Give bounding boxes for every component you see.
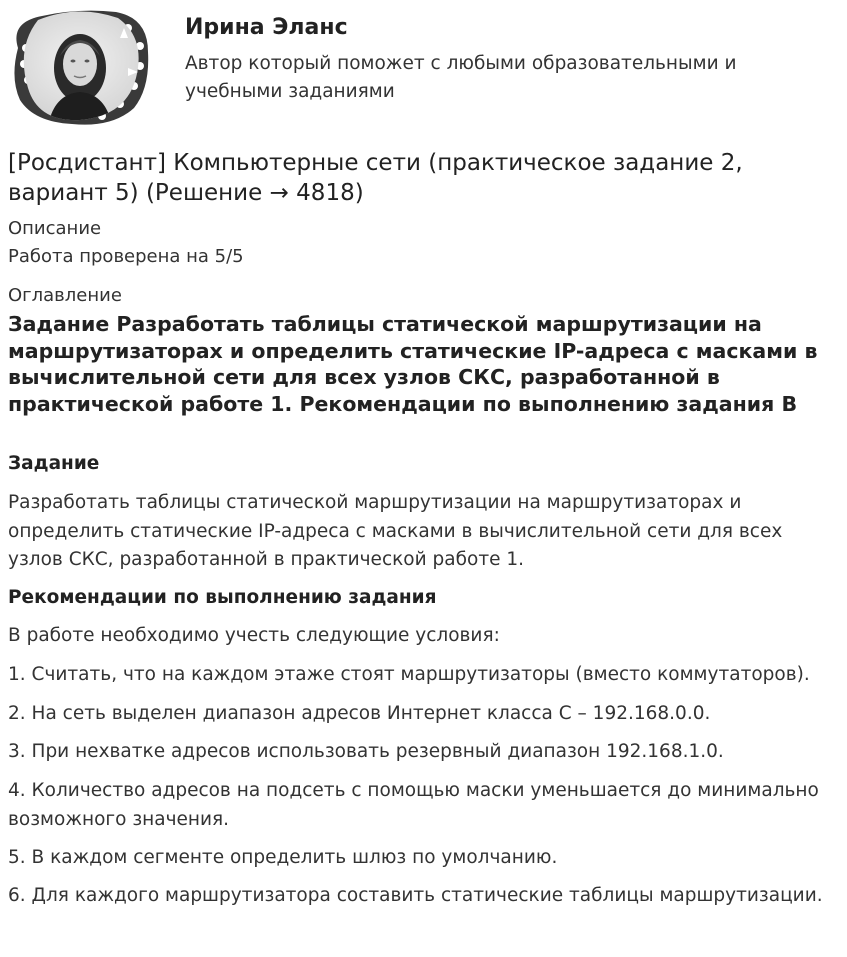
description-text: Работа проверена на 5/5	[8, 246, 244, 267]
author-avatar	[8, 8, 150, 126]
description-label: Описание	[8, 218, 102, 239]
recommendations-intro: В работе необходимо учесть следующие условия:	[8, 625, 500, 646]
task-heading: Задание	[8, 453, 100, 474]
toc-heading: Задание Разработать таблицы статической маршрутизации на маршрутизаторах и определить статические IP-адреса с масками в вычислительной сети для всех узлов СКС, разработанной в практической работе 1. Рекомендации по выполнению задания В	[8, 312, 818, 416]
list-item: 3. При нехватке адресов использовать резервный диапазон 192.168.1.0.	[8, 741, 724, 762]
recommendations-heading: Рекомендации по выполнению задания	[8, 587, 437, 608]
author-bio: Автор который поможет с любыми образовательными и учебными заданиями	[185, 53, 737, 102]
list-item: 2. На сеть выделен диапазон адресов Интернет класса С – 192.168.0.0.	[8, 703, 711, 724]
list-item: 6. Для каждого маршрутизатора составить статические таблицы маршрутизации.	[8, 885, 823, 906]
list-item: 4. Количество адресов на подсеть с помощью маски уменьшается до минимально возможного значения.	[8, 780, 819, 830]
task-text: Разработать таблицы статической маршрутизации на маршрутизаторах и определить статические IP-адреса с масками в вычислительной сети для всех узлов СКС, разработанной в практической работе 1.	[8, 492, 783, 570]
author-name: Ирина Эланс	[185, 15, 348, 40]
list-item: 1. Считать, что на каждом этаже стоят маршрутизаторы (вместо коммутаторов).	[8, 664, 810, 685]
toc-label: Оглавление	[8, 285, 122, 306]
author-card	[8, 8, 838, 128]
page-title: [Росдистант] Компьютерные сети (практическое задание 2, вариант 5) (Решение → 4818)	[8, 150, 743, 206]
list-item: 5. В каждом сегменте определить шлюз по умолчанию.	[8, 847, 558, 868]
